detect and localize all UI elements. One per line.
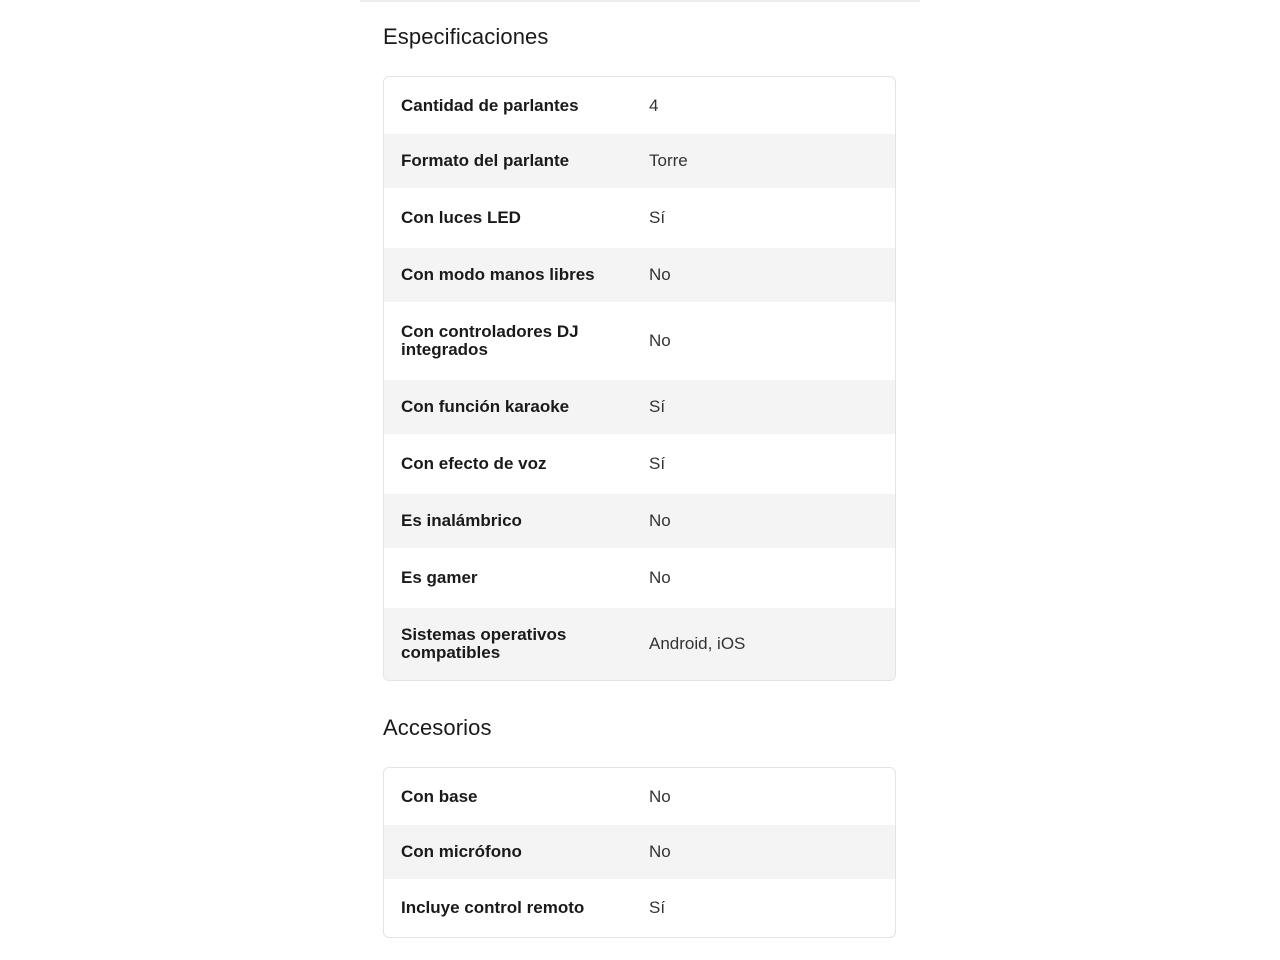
table-row	[384, 608, 895, 680]
spec-value: No	[649, 786, 671, 806]
spec-value: No	[649, 331, 671, 350]
spec-value: Sí	[649, 208, 666, 227]
table-row	[384, 825, 895, 879]
table-row	[384, 548, 895, 608]
table-row	[384, 380, 895, 434]
spec-value: No	[649, 265, 671, 284]
spec-label: Formato del parlante	[401, 151, 570, 170]
spec-label: Con función karaoke	[401, 397, 570, 416]
spec-label: Sistemas operativos compatibles	[401, 625, 567, 662]
spec-value: Torre	[649, 151, 688, 170]
spec-value: Sí	[649, 397, 666, 416]
table-row	[384, 134, 895, 188]
spec-label: Incluye control remoto	[401, 898, 585, 917]
table-row	[384, 879, 895, 937]
table-row	[384, 248, 895, 302]
table-row	[384, 302, 895, 380]
table-row	[384, 188, 895, 248]
top-divider	[360, 0, 920, 2]
spec-value: 4	[649, 95, 659, 115]
table-row	[384, 768, 895, 825]
spec-label: Con base	[401, 786, 478, 806]
spec-value: Android, iOS	[649, 634, 746, 653]
spec-value: No	[649, 511, 671, 530]
spec-value: Sí	[649, 898, 666, 917]
table-row	[384, 434, 895, 494]
spec-value: Sí	[649, 454, 666, 473]
spec-label: Con modo manos libres	[401, 265, 595, 284]
accessories-table	[383, 767, 896, 938]
spec-label: Con micrófono	[401, 842, 522, 861]
specifications-section	[383, 24, 896, 681]
spec-label: Es gamer	[401, 568, 478, 587]
spec-label: Es inalámbrico	[401, 511, 522, 530]
spec-label: Cantidad de parlantes	[401, 95, 579, 115]
specifications-table	[383, 76, 896, 681]
spec-label: Con controladores DJ integrados	[401, 322, 579, 359]
table-row	[384, 494, 895, 548]
section-title-specifications: Especificaciones	[383, 24, 549, 49]
spec-value: No	[649, 842, 671, 861]
spec-label: Con efecto de voz	[401, 454, 547, 473]
spec-value: No	[649, 568, 671, 587]
accessories-section	[383, 715, 896, 938]
table-row	[384, 77, 895, 134]
spec-label: Con luces LED	[401, 208, 521, 227]
section-title-accessories: Accesorios	[383, 715, 492, 740]
